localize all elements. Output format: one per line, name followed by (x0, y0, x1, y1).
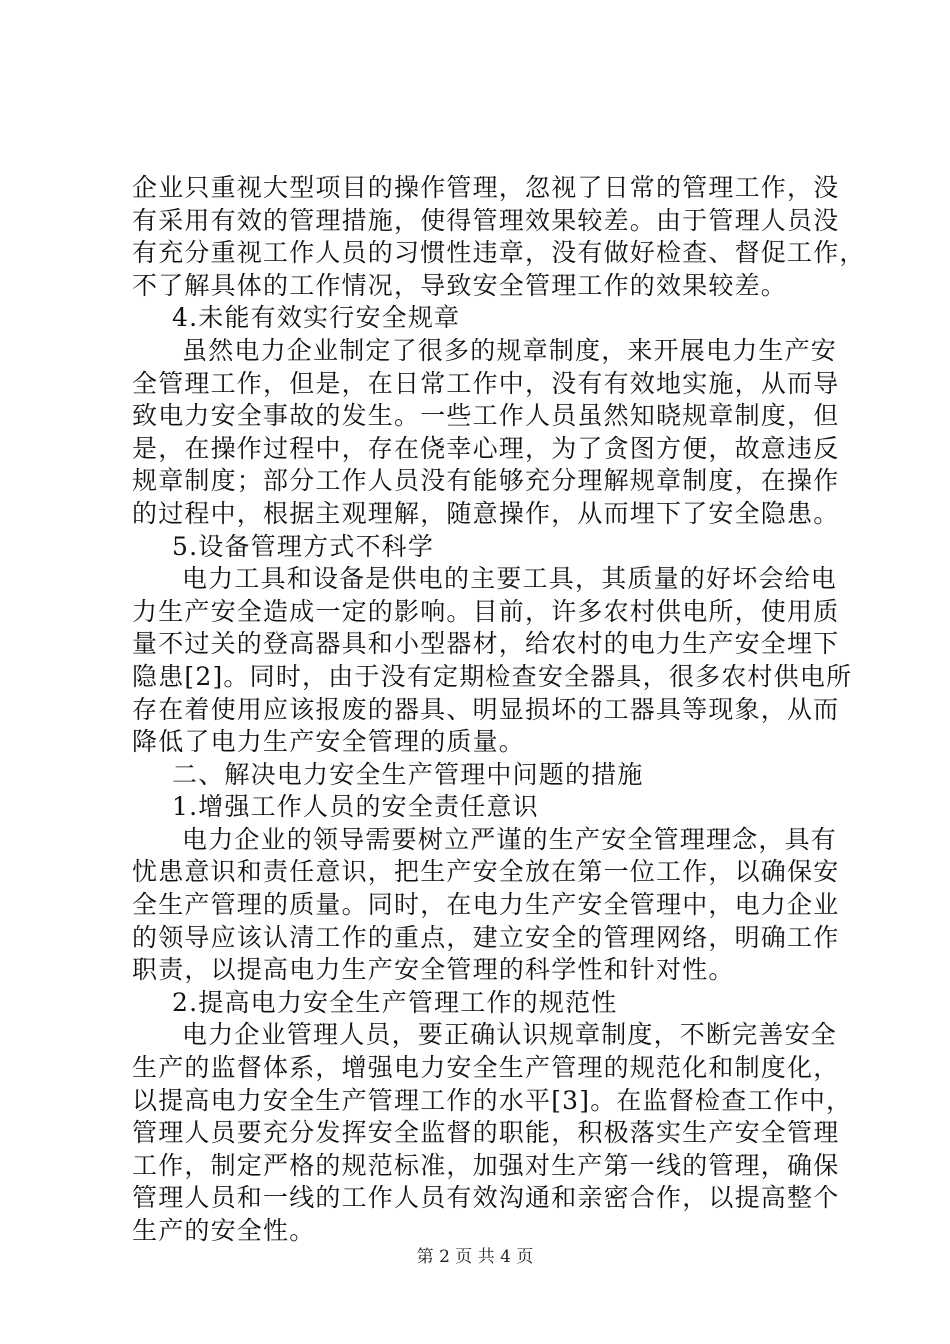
section-heading: 1.增强工作人员的安全责任意识 (172, 792, 539, 822)
paragraph-line: 全生产管理的质量。同时，在电力生产安全管理中，电力企业 (132, 890, 840, 920)
paragraph-line: 致电力安全事故的发生。一些工作人员虽然知晓规章制度，但 (132, 401, 840, 431)
section-heading: 二、解决电力安全生产管理中问题的措施 (172, 759, 644, 789)
paragraph-line: 全管理工作，但是，在日常工作中，没有有效地实施，从而导 (132, 368, 840, 398)
section-heading: 2.提高电力安全生产管理工作的规范性 (172, 987, 618, 1017)
paragraph-line: 企业只重视大型项目的操作管理，忽视了日常的管理工作，没 (132, 173, 840, 202)
paragraph-line: 工作，制定严格的规范标准，加强对生产第一线的管理，确保 (132, 1150, 840, 1180)
paragraph-line: 生产的监督体系，增强电力安全生产管理的规范化和制度化， (132, 1053, 840, 1083)
paragraph-line: 力生产安全造成一定的影响。目前，许多农村供电所，使用质 (132, 596, 840, 626)
paragraph-line: 的领导应该认清工作的重点，建立安全的管理网络，明确工作 (132, 922, 840, 952)
paragraph-line: 生产的安全性。 (132, 1216, 316, 1245)
paragraph-line: 虽然电力企业制定了很多的规章制度，来开展电力生产安 (182, 335, 838, 365)
paragraph-line: 有采用有效的管理措施，使得管理效果较差。由于管理人员没 (132, 205, 840, 235)
document-body (132, 172, 866, 1248)
paragraph-line: 电力工具和设备是供电的主要工具，其质量的好坏会给电 (182, 564, 838, 594)
paragraph-line: 电力企业管理人员，要正确认识规章制度，不断完善安全 (182, 1020, 838, 1050)
paragraph-line: 隐患[2]。同时，由于没有定期检查安全器具，很多农村供电所 (132, 661, 853, 691)
paragraph-line: 忧患意识和责任意识，把生产安全放在第一位工作，以确保安 (132, 857, 840, 887)
paragraph-line: 的过程中，根据主观理解，随意操作，从而埋下了安全隐患。 (132, 498, 840, 528)
paragraph-line: 不了解具体的工作情况，导致安全管理工作的效果较差。 (132, 270, 788, 300)
paragraph-line: 规章制度；部分工作人员没有能够充分理解规章制度，在操作 (132, 466, 840, 496)
section-heading: 4.未能有效实行安全规章 (172, 303, 461, 333)
paragraph-line: 管理人员要充分发挥安全监督的职能，积极落实生产安全管理 (132, 1118, 840, 1148)
paragraph-line: 有充分重视工作人员的习惯性违章，没有做好检查、督促工作， (132, 238, 866, 268)
page-footer: 第 2 页 共 4 页 (416, 1247, 534, 1267)
section-heading: 5.设备管理方式不科学 (172, 531, 435, 561)
paragraph-line: 管理人员和一线的工作人员有效沟通和亲密合作，以提高整个 (132, 1183, 840, 1213)
paragraph-line: 职责，以提高电力生产安全管理的科学性和针对性。 (132, 955, 735, 985)
paragraph-line: 电力企业的领导需要树立严谨的生产安全管理理念，具有 (182, 824, 838, 854)
paragraph-line: 存在着使用应该报废的器具、明显损坏的工器具等现象，从而 (132, 694, 840, 724)
paragraph-line: 降低了电力生产安全管理的质量。 (132, 727, 526, 757)
paragraph-line: 以提高电力安全生产管理工作的水平[3]。在监督检查工作中， (132, 1085, 853, 1115)
paragraph-line: 量不过关的登高器具和小型器材，给农村的电力生产安全埋下 (132, 629, 840, 659)
paragraph-line: 是，在操作过程中，存在侥幸心理，为了贪图方便，故意违反 (132, 433, 840, 463)
